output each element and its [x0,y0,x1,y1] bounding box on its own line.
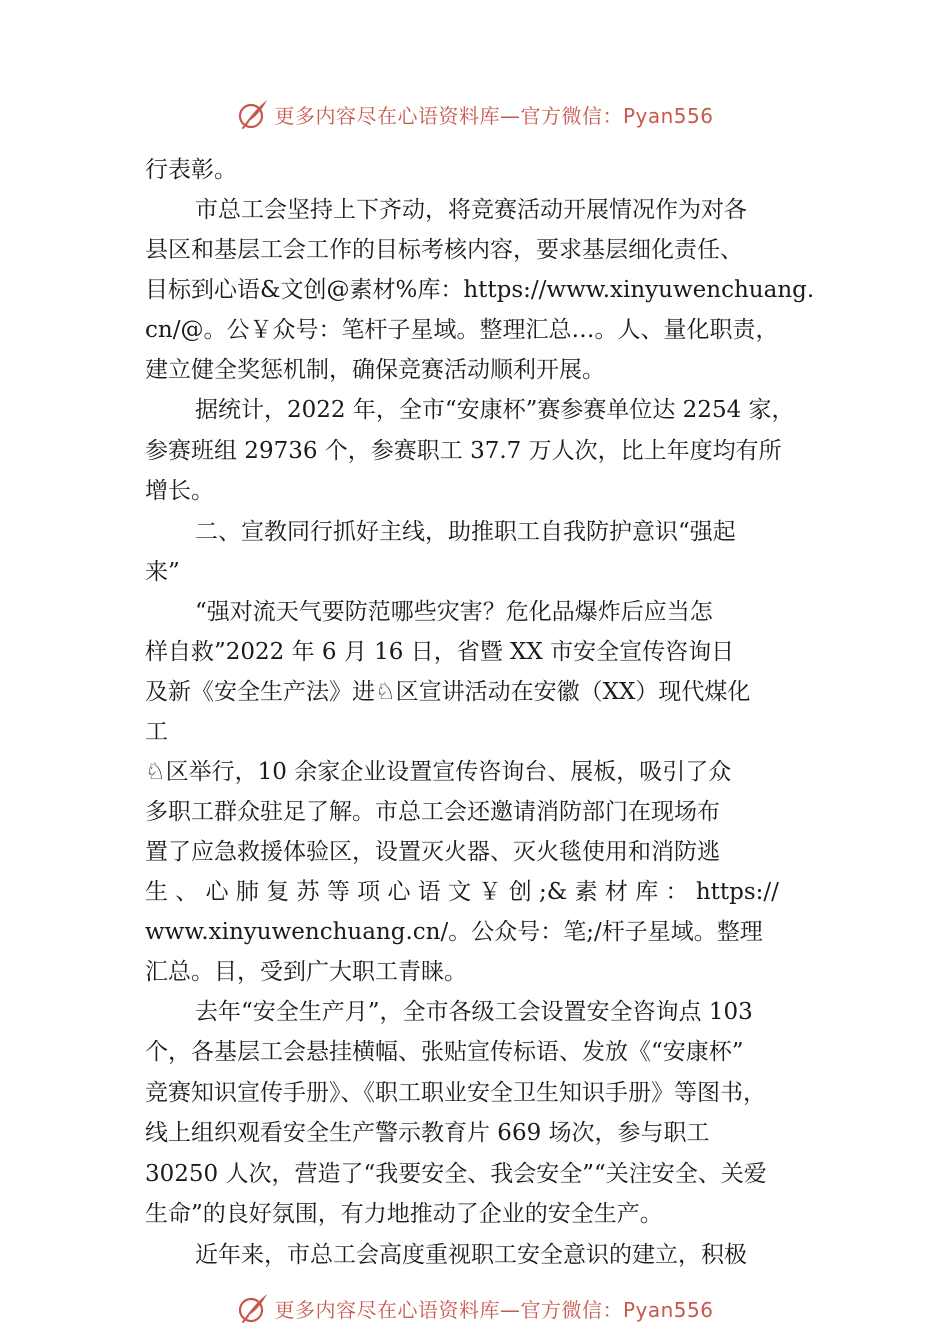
paragraph-line: 生 、 心 肺 复 苏 等 项 心 语 文 ￥ 创 ;& 素 材 库 ： https:// [145,878,779,905]
paragraph-line: www.xinyuwenchuang.cn/。公众号：笔;/杆子星域。整理 [145,918,763,945]
section-heading-line: 二、宣教同行抓好主线，助推职工自我防护意识“强起 [195,518,736,545]
paragraph-line: 据统计，2022 年，全市“安康杯”赛参赛单位达 2254 家， [195,397,795,423]
section-heading-line: 来” [145,558,180,585]
header-banner-text: 更多内容尽在心语资料库—官方微信：Pyan556 [274,103,714,128]
paragraph-line: 工 [145,718,168,745]
paragraph-line: 参赛班组 29736 个，参赛职工 37.7 万人次，比上年度均有所 [145,437,782,464]
paragraph-line: 目标到心语&文创@素材%库：https://www.xinyuwenchuang. [145,277,815,303]
paragraph-line: 生命”的良好氛围，有力地推动了企业的安全生产。 [145,1201,663,1227]
paragraph-line: 市总工会坚持上下齐动，将竞赛活动开展情况作为对各 [195,197,747,223]
header-banner [0,94,950,134]
paragraph-line: 多职工群众驻足了解。市总工会还邀请消防部门在现场布 [145,798,720,825]
paragraph-line: 样自救”2022 年 6 月 16 日，省暨 XX 市安全宣传咨询日 [145,638,735,665]
paragraph-line: 汇总。目，受到广大职工青睐。 [145,958,467,985]
paragraph-line: 近年来，市总工会高度重视职工安全意识的建立，积极 [195,1241,747,1268]
paragraph-line: 置了应急救援体验区，设置灭火器、灭火毯使用和消防逃 [145,838,720,865]
paragraph-line: 竞赛知识宣传手册》、《职工职业安全卫生知识手册》等图书， [145,1079,766,1106]
quill-logo-icon [236,97,270,131]
quill-logo-icon [236,1291,270,1325]
paragraph-line: 个，各基层工会悬挂横幅、张贴宣传标语、发放《“安康杯” [145,1039,744,1065]
paragraph-line: “强对流天气要防范哪些灾害？危化品爆炸后应当怎 [195,598,713,625]
paragraph-line: 增长。 [145,478,214,504]
paragraph-line: 行表彰。 [145,157,237,183]
document-body [145,150,817,1275]
paragraph-line: 县区和基层工会工作的目标考核内容，要求基层细化责任、 [145,237,743,263]
footer-banner-text: 更多内容尽在心语资料库—官方微信：Pyan556 [274,1297,714,1322]
paragraph-line: cn/@。公￥众号：笔杆子星域。整理汇总…。人、量化职责， [145,317,779,343]
paragraph-line: 去年“安全生产月”，全市各级工会设置安全咨询点 103 [195,998,753,1025]
paragraph-line: ♘区举行，10 余家企业设置宣传咨询台、展板，吸引了众 [145,758,732,785]
paragraph-line: 线上组织观看安全生产警示教育片 669 场次，参与职工 [145,1120,710,1146]
paragraph-line: 及新《安全生产法》进♘区宣讲活动在安徽（XX）现代煤化 [145,678,751,705]
footer-banner [0,1288,950,1328]
paragraph-line: 建立健全奖惩机制，确保竞赛活动顺利开展。 [145,357,605,383]
paragraph-line: 30250 人次，营造了“我要安全、我会安全”“关注安全、关爱 [145,1160,767,1187]
